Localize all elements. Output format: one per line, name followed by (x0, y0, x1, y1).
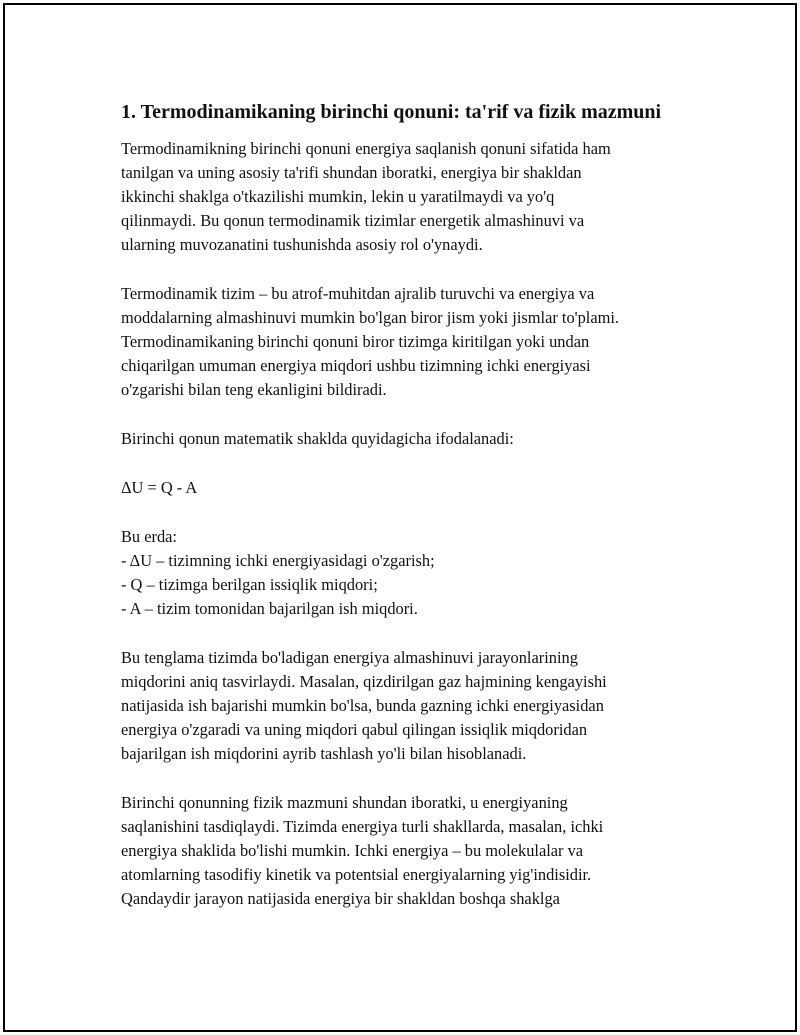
body-paragraph (121, 525, 691, 621)
text-line: atomlarning tasodifiy kinetik va potentsial energiyalarning yig'indisidir. (121, 865, 592, 884)
paragraphs-container (121, 137, 691, 911)
text-line: Bu erda: (121, 527, 177, 546)
text-line: bajarilgan ish miqdorini ayrib tashlash yo'li bilan hisoblanadi. (121, 744, 527, 763)
text-line: Birinchi qonunning fizik mazmuni shundan iboratki, u energiyaning (121, 793, 568, 812)
text-line: energiya shaklida bo'lishi mumkin. Ichki energiya – bu molekulalar va (121, 841, 584, 860)
body-paragraph (121, 791, 691, 911)
text-line: saqlanishini tasdiqlaydi. Tizimda energiya turli shakllarda, masalan, ichki (121, 817, 604, 836)
text-line: Bu tenglama tizimda bo'ladigan energiya almashinuvi jarayonlarining (121, 648, 578, 667)
text-line: Termodinamik tizim – bu atrof-muhitdan ajralib turuvchi va energiya va (121, 284, 595, 303)
text-line: ularning muvozanatini tushunishda asosiy rol o'ynaydi. (121, 235, 483, 254)
text-line: ikkinchi shaklga o'tkazilishi mumkin, lekin u yaratilmaydi va yo'q (121, 187, 555, 206)
body-paragraph (121, 282, 691, 402)
text-line: Birinchi qonun matematik shaklda quyidagicha ifodalanadi: (121, 429, 514, 448)
text-line: Termodinamikaning birinchi qonuni biror tizimga kiritilgan yoki undan (121, 332, 590, 351)
text-line: - A – tizim tomonidan bajarilgan ish miqdori. (121, 599, 418, 618)
body-paragraph (121, 476, 691, 500)
text-line: miqdorini aniq tasvirlaydi. Masalan, qizdirilgan gaz hajmining kengayishi (121, 672, 607, 691)
text-line: qilinmaydi. Bu qonun termodinamik tizimlar energetik almashinuvi va (121, 211, 585, 230)
text-line: tanilgan va uning asosiy ta'rifi shundan iboratki, energiya bir shakldan (121, 163, 582, 182)
section-heading: 1. Termodinamikaning birinchi qonuni: ta'rif va fizik mazmuni (121, 101, 662, 123)
text-line: chiqarilgan umuman energiya miqdori ushbu tizimning ichki energiyasi (121, 356, 591, 375)
document-body (121, 99, 691, 936)
text-line: energiya o'zgaradi va uning miqdori qabul qilingan issiqlik miqdoridan (121, 720, 588, 739)
text-line: ΔU = Q - A (121, 478, 198, 497)
text-line: Termodinamikning birinchi qonuni energiya saqlanish qonuni sifatida ham (121, 139, 611, 158)
body-paragraph (121, 137, 691, 257)
text-line: o'zgarishi bilan teng ekanligini bildiradi. (121, 380, 387, 399)
document-page (3, 3, 797, 1032)
text-line: Qandaydir jarayon natijasida energiya bir shakldan boshqa shaklga (121, 889, 560, 908)
text-line: - Q – tizimga berilgan issiqlik miqdori; (121, 575, 378, 594)
text-line: natijasida ish bajarishi mumkin bo'lsa, bunda gazning ichki energiyasidan (121, 696, 604, 715)
text-line: moddalarning almashinuvi mumkin bo'lgan biror jism yoki jismlar to'plami. (121, 308, 620, 327)
body-paragraph (121, 427, 691, 451)
text-line: - ΔU – tizimning ichki energiyasidagi o'zgarish; (121, 551, 435, 570)
body-paragraph (121, 646, 691, 766)
